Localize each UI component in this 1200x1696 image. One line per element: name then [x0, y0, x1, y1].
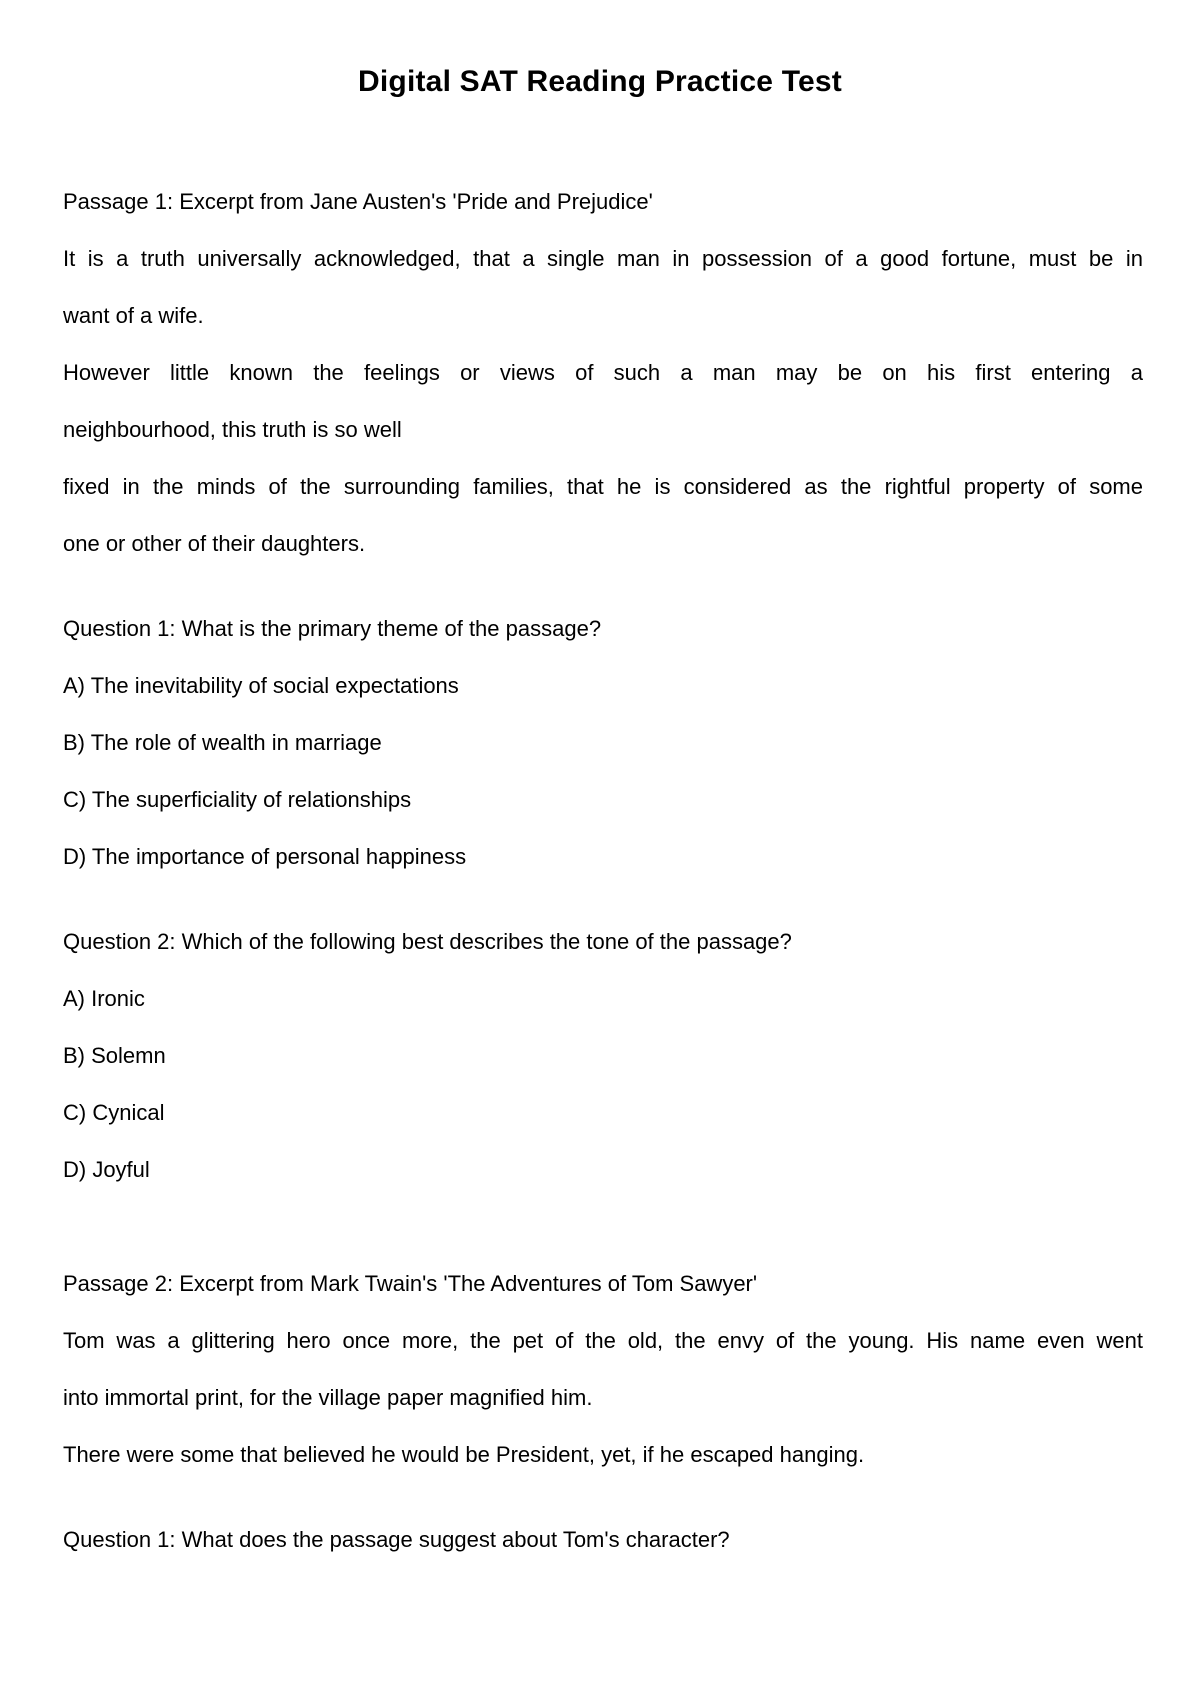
answer-option: A) The inevitability of social expectations [63, 673, 459, 698]
answer-option: B) The role of wealth in marriage [63, 730, 382, 755]
passage-2-line: into immortal print, for the village paper magnified him. [63, 1385, 593, 1410]
passage-1-line: one or other of their daughters. [63, 531, 366, 556]
question-prompt: Question 1: What is the primary theme of the passage? [63, 616, 602, 641]
answer-option: D) Joyful [63, 1157, 150, 1182]
question-prompt: Question 2: Which of the following best describes the tone of the passage? [63, 929, 792, 954]
answer-option: B) Solemn [63, 1043, 166, 1068]
question-prompt: Question 1: What does the passage suggest about Tom's character? [63, 1527, 730, 1552]
answer-option: A) Ironic [63, 986, 145, 1011]
passage-2-line: Tom was a glittering hero once more, the pet of the old, the envy of the young. His name even went [63, 1328, 1143, 1353]
passage-2-line: There were some that believed he would be President, yet, if he escaped hanging. [63, 1442, 865, 1467]
answer-option: D) The importance of personal happiness [63, 844, 467, 869]
passage-1-line: It is a truth universally acknowledged, that a single man in possession of a good fortune, must be in [63, 246, 1143, 271]
passage-1-line: want of a wife. [63, 303, 204, 328]
passage-1-heading: Passage 1: Excerpt from Jane Austen's 'Pride and Prejudice' [63, 189, 653, 214]
answer-option: C) The superficiality of relationships [63, 787, 412, 812]
passage-1-line: However little known the feelings or views of such a man may be on his first entering a [63, 360, 1143, 385]
passage-1-line: neighbourhood, this truth is so well [63, 417, 402, 442]
page-title: Digital SAT Reading Practice Test [358, 65, 842, 98]
passage-1-line: fixed in the minds of the surrounding families, that he is considered as the rightful property of some [63, 474, 1143, 499]
answer-option: C) Cynical [63, 1100, 165, 1125]
passage-2-heading: Passage 2: Excerpt from Mark Twain's 'The Adventures of Tom Sawyer' [63, 1271, 758, 1296]
